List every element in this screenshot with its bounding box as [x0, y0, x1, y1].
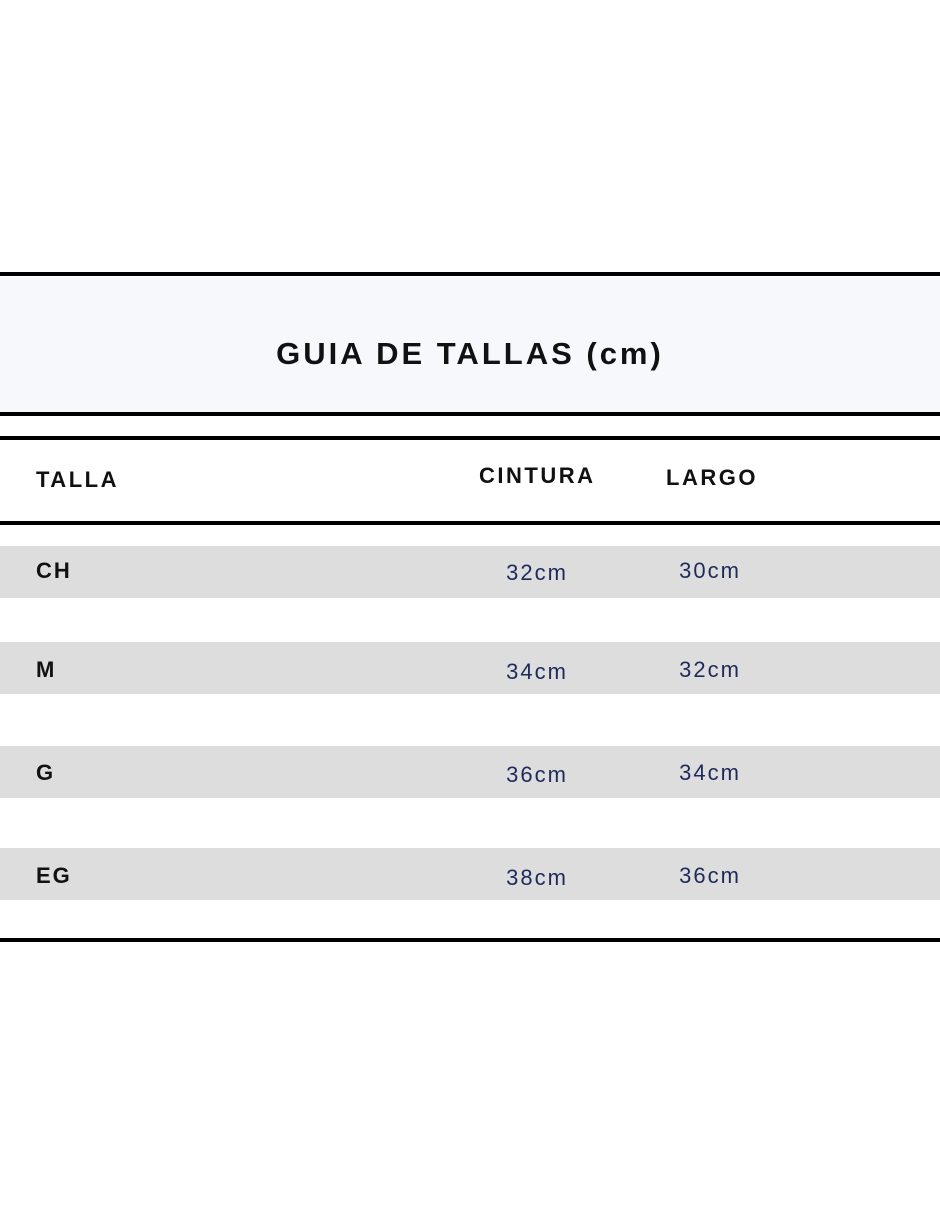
header-largo: LARGO [666, 465, 758, 490]
header-top-rule [0, 436, 940, 440]
size-cell: EG [36, 863, 72, 888]
length-cell: 34cm [679, 760, 741, 785]
page-title: GUIA DE TALLAS (cm) [276, 336, 664, 371]
table-row [0, 848, 940, 900]
top-rule [0, 272, 940, 276]
table-row [0, 746, 940, 798]
size-cell: M [36, 657, 57, 682]
header-talla: TALLA [36, 467, 119, 492]
table-row [0, 642, 940, 694]
waist-cell: 32cm [506, 560, 568, 585]
length-cell: 36cm [679, 863, 741, 888]
waist-cell: 36cm [506, 762, 568, 787]
size-cell: CH [36, 558, 72, 583]
title-bottom-rule [0, 412, 940, 416]
length-cell: 30cm [679, 558, 741, 583]
table-bottom-rule [0, 938, 940, 942]
length-cell: 32cm [679, 657, 741, 682]
waist-cell: 34cm [506, 659, 568, 684]
header-bottom-rule [0, 521, 940, 525]
header-cintura: CINTURA [479, 463, 596, 488]
waist-cell: 38cm [506, 865, 568, 890]
size-cell: G [36, 760, 56, 785]
table-row [0, 546, 940, 598]
